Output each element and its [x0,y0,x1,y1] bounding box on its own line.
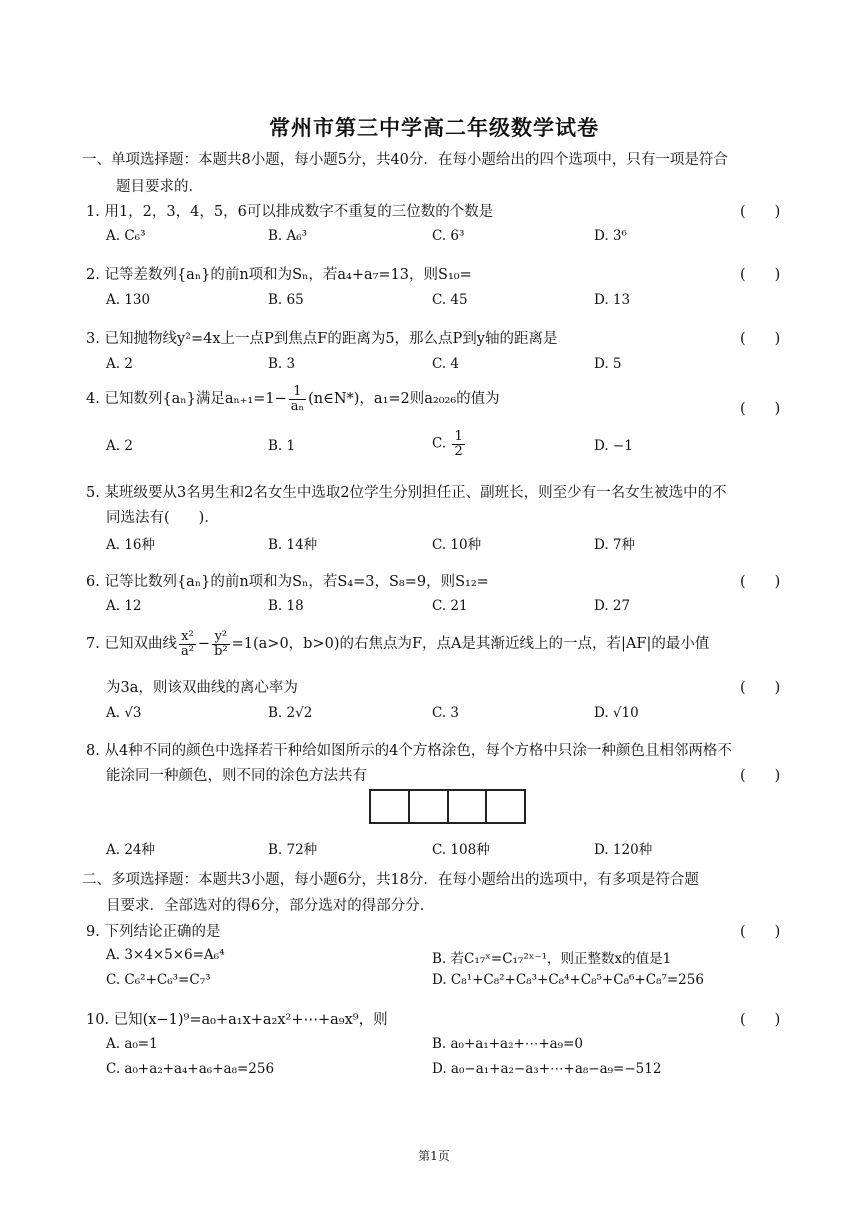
option-a: A. 130 [106,292,151,308]
grid-cell [447,789,488,824]
section-2-heading-cont: 目要求．全部选对的得6分，部分选对的得部分分． [106,898,435,914]
option-d: D. 3⁶ [594,228,627,244]
section-1-heading: 一、单项选择题：本题共8小题，每小题5分，共40分．在每小题给出的四个选项中，只有一项是符合 [82,152,728,168]
option-c: C. 10种 [432,537,482,553]
answer-paren: ( ) [740,680,781,696]
answer-paren: ( ) [740,768,781,784]
option-b: B. 65 [268,292,304,308]
answer-paren: ( ) [740,1012,781,1028]
option-d: D. 7种 [594,537,636,553]
option-d: D. 5 [594,356,622,372]
answer-paren: ( ) [740,331,781,347]
option-b: B. A₆³ [268,228,308,244]
answer-paren: ( ) [740,924,781,940]
option-a: A. 3×4×5×6=A₆⁴ [106,947,225,963]
question-9: 9. 下列结论正确的是 [86,924,221,940]
option-a: A. 16种 [106,537,156,553]
option-b: B. 若C₁₇ˣ=C₁₇²ˣ⁻¹，则正整数x的值是1 [432,951,672,967]
question-4: 4. 已知数列{aₙ}满足aₙ₊₁=1− $\frac{1}{\text{aₙ}}$ (n∈N*)，a₁=2则a₂₀₂₆的值为 [86,384,500,414]
option-d: D. √10 [594,705,639,721]
question-5-cont: 同选法有( )． [106,510,219,526]
question-7: 7. 已知双曲线 $\frac{\text{x²}}{\text{a²}}$ − $\frac{\text{y²}}{\text{b²}}$ =1(a>0，b>0)的右焦点为F，点A是其渐近线上的一点，若|AF|的最小值 [86,629,710,659]
option-c: C. 3 [432,705,460,721]
option-a: A. 24种 [106,842,156,858]
option-c: C. $\frac{1}{2}$ [432,429,463,459]
option-c: C. C₆²+C₆³=C₇³ [106,972,211,988]
fraction: $\frac{1}{\text{aₙ}}$ [290,384,305,414]
section-1-heading-cont: 题目要求的． [116,179,203,195]
option-d: D. 13 [594,292,631,308]
answer-paren: ( ) [740,401,781,417]
page-number: 第1页 [418,1149,450,1163]
question-6: 6. 记等比数列{aₙ}的前n项和为Sₙ，若S₄=3，S₈=9，则S₁₂= [86,574,489,590]
option-d: D. a₀−a₁+a₂−a₃+⋯+a₈−a₉=−512 [432,1061,662,1077]
answer-paren: ( ) [740,574,781,590]
option-c: C. 108种 [432,842,490,858]
option-d: D. −1 [594,438,633,454]
four-square-grid [369,789,526,824]
option-a: A. C₆³ [106,228,146,244]
option-b: B. 3 [268,356,296,372]
option-b: B. 72种 [268,842,318,858]
option-a: A. a₀=1 [106,1036,158,1052]
grid-cell [369,789,410,824]
grid-cell [485,789,526,824]
answer-paren: ( ) [740,204,781,220]
option-d: D. 120种 [594,842,653,858]
option-c: C. a₀+a₂+a₄+a₆+a₈=256 [106,1061,275,1077]
option-a: A. √3 [106,705,142,721]
question-7-cont: 为3a，则该双曲线的离心率为 [106,680,298,696]
question-2: 2. 记等差数列{aₙ}的前n项和为Sₙ，若a₄+a₇=13，则S₁₀= [86,267,472,283]
option-a: A. 12 [106,598,142,614]
option-c: C. 4 [432,356,460,372]
grid-cell [408,789,449,824]
fraction: $\frac{\text{y²}}{\text{b²}}$ [214,629,228,659]
fraction: $\frac{\text{x²}}{\text{a²}}$ [180,629,194,659]
page-title: 常州市第三中学高二年级数学试卷 [269,115,599,140]
option-b: B. 2√2 [268,705,313,721]
question-1: 1. 用1，2，3，4，5，6可以排成数字不重复的三位数的个数是 [86,204,494,220]
question-3: 3. 已知抛物线y²=4x上一点P到焦点F的距离为5，那么点P到y轴的距离是 [86,331,558,347]
section-2-heading: 二、多项选择题：本题共3小题，每小题6分，共18分．在每小题给出的选项中，有多项是符合题 [82,872,699,888]
question-8-cont: 能涂同一种颜色，则不同的涂色方法共有 [106,768,367,784]
question-8: 8. 从4种不同的颜色中选择若干种给如图所示的4个方格涂色，每个方格中只涂一种颜色且相邻两格不 [86,743,732,759]
option-b: B. 1 [268,438,296,454]
fraction: $\frac{1}{2}$ [454,429,463,459]
option-a: A. 2 [106,438,133,454]
option-c: C. 45 [432,292,468,308]
question-10: 10. 已知(x−1)⁹=a₀+a₁x+a₂x²+⋯+a₉x⁹，则 [86,1012,388,1028]
option-c: C. 21 [432,598,468,614]
option-a: A. 2 [106,356,133,372]
option-d: D. 27 [594,598,631,614]
answer-paren: ( ) [740,267,781,283]
option-d: D. C₈¹+C₈²+C₈³+C₈⁴+C₈⁵+C₈⁶+C₈⁷=256 [432,972,704,988]
option-b: B. 18 [268,598,304,614]
option-b: B. a₀+a₁+a₂+⋯+a₉=0 [432,1036,583,1052]
question-5: 5. 某班级要从3名男生和2名女生中选取2位学生分别担任正、副班长，则至少有一名女生被选中的不 [86,485,727,501]
option-b: B. 14种 [268,537,318,553]
option-c: C. 6³ [432,228,465,244]
